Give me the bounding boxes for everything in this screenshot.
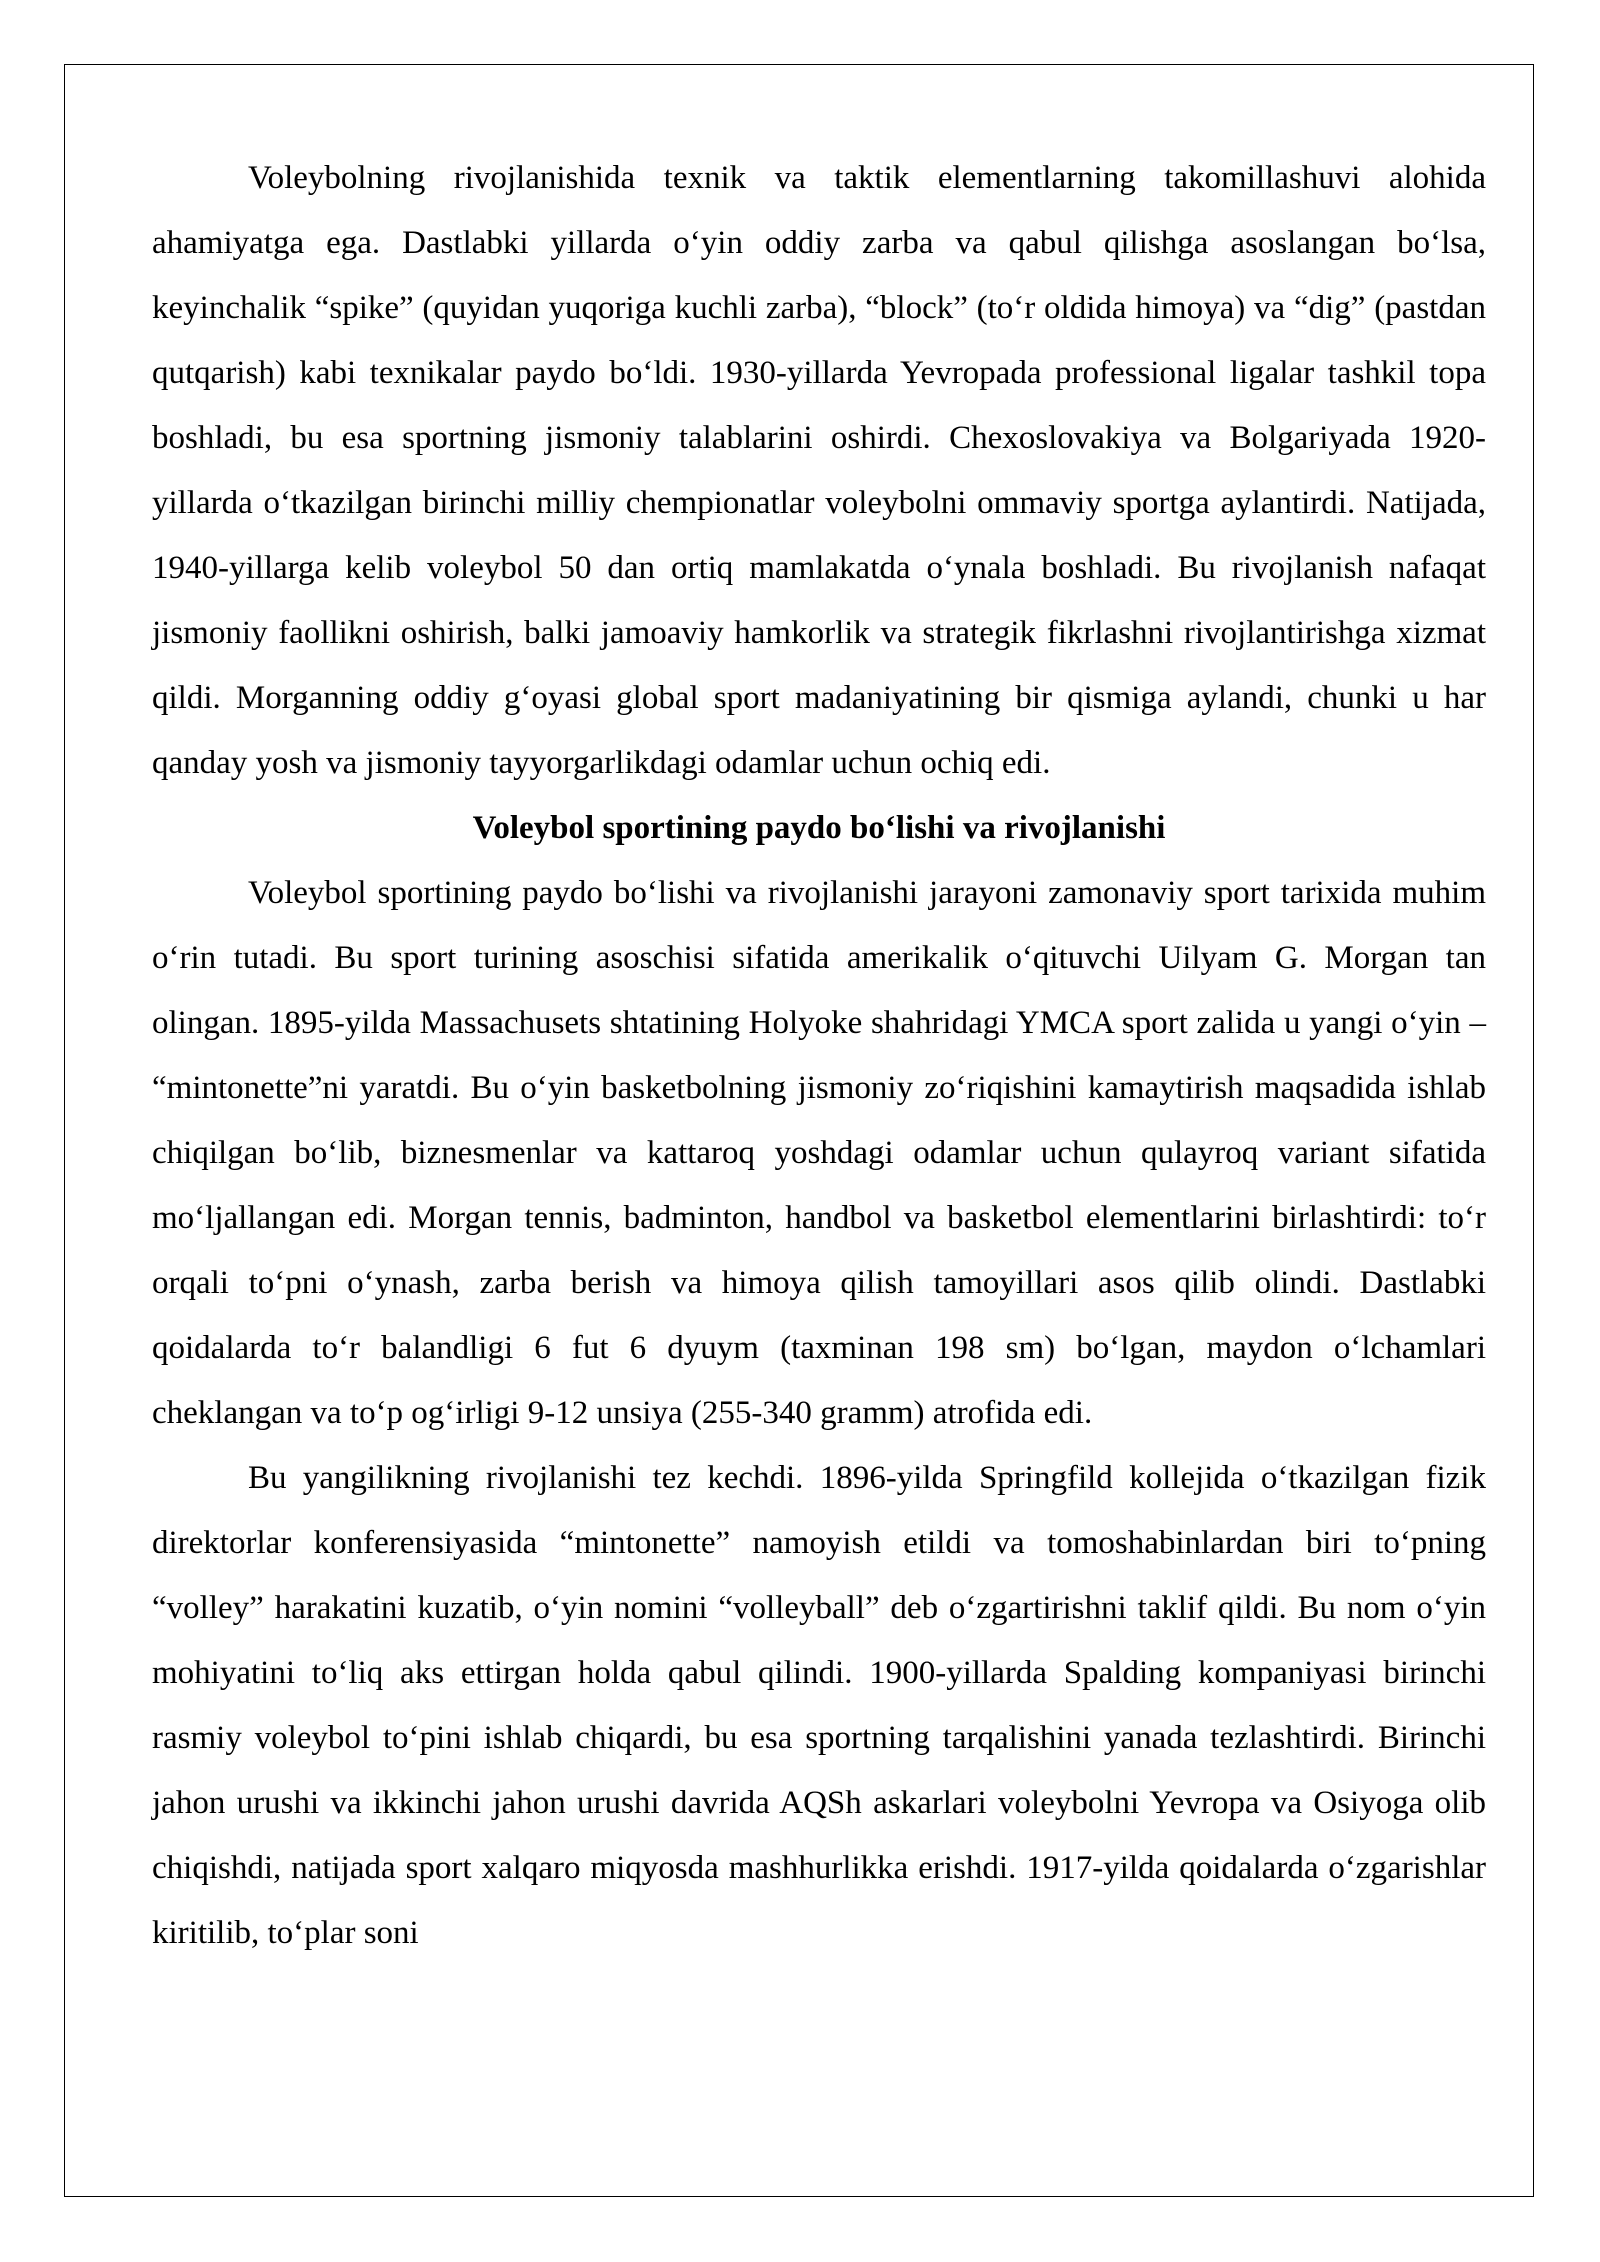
paragraph-origin: Voleybol sportining paydo bo‘lishi va rivojlanishi jarayoni zamonaviy sport tarixida muhim o‘rin tutadi. Bu sport turining asoschisi sifatida amerikalik o‘qituvchi Uilyam G. Morgan tan olingan. 1895-yilda Massachusets shtatining Holyoke shahridagi YMCA sport zalida u yangi o‘yin – “mintonette”ni yaratdi. Bu o‘yin basketbolning jismoniy zo‘riqishini kamaytirish maqsadida ishlab chiqilgan bo‘lib, biznesmenlar va kattaroq yoshdagi odamlar uchun qulayroq variant sifatida mo‘ljallangan edi. Morgan tennis, badminton, handbol va basketbol elementlarini birlashtirdi: to‘r orqali to‘pni o‘ynash, zarba berish va himoya qilish tamoyillari asos qilib olindi. Dastlabki qoidalarda to‘r balandligi 6 fut 6 dyuym (taxminan 198 sm) bo‘lgan, maydon o‘lchamlari cheklangan va to‘p og‘irligi 9-12 unsiya (255-340 gramm) atrofida edi. [152, 875, 1486, 1431]
section-heading: Voleybol sportining paydo bo‘lishi va rivojlanishi [472, 810, 1166, 846]
document-body [152, 146, 1486, 1966]
paragraph-technical-development: Voleybolning rivojlanishida texnik va taktik elementlarning takomillashuvi alohida ahamiyatga ega. Dastlabki yillarda o‘yin oddiy zarba va qabul qilishga asoslangan bo‘lsa, keyinchalik “spike” (quyidan yuqoriga kuchli zarba), “block” (to‘r oldida himoya) va “dig” (pastdan qutqarish) kabi texnikalar paydo bo‘ldi. 1930-yillarda Yevropada professional ligalar tashkil topa boshladi, bu esa sportning jismoniy talablarini oshirdi. Chexoslovakiya va Bolgariyada 1920-yillarda o‘tkazilgan birinchi milliy chempionatlar voleybolni ommaviy sportga aylantirdi. Natijada, 1940-yillarga kelib voleybol 50 dan ortiq mamlakatda o‘ynala boshladi. Bu rivojlanish nafaqat jismoniy faollikni oshirish, balki jamoaviy hamkorlik va strategik fikrlashni rivojlantirishga xizmat qildi. Morganning oddiy g‘oyasi global sport madaniyatining bir qismiga aylandi, chunki u har qanday yosh va jismoniy tayyorgarlikdagi odamlar uchun ochiq edi. [152, 160, 1486, 781]
paragraph-spread: Bu yangilikning rivojlanishi tez kechdi. 1896-yilda Springfild kollejida o‘tkazilgan fizik direktorlar konferensiyasida “mintonette” namoyish etildi va tomoshabinlardan biri to‘pning “volley” harakatini kuzatib, o‘yin nomini “volleyball” deb o‘zgartirishni taklif qildi. Bu nom o‘yin mohiyatini to‘liq aks ettirgan holda qabul qilindi. 1900-yillarda Spalding kompaniyasi birinchi rasmiy voleybol to‘pini ishlab chiqardi, bu esa sportning tarqalishini yanada tezlashtirdi. Birinchi jahon urushi va ikkinchi jahon urushi davrida AQSh askarlari voleybolni Yevropa va Osiyoga olib chiqishdi, natijada sport xalqaro miqyosda mashhurlikka erishdi. 1917-yilda qoidalarda o‘zgarishlar kiritilib, to‘plar soni [152, 1460, 1486, 1951]
